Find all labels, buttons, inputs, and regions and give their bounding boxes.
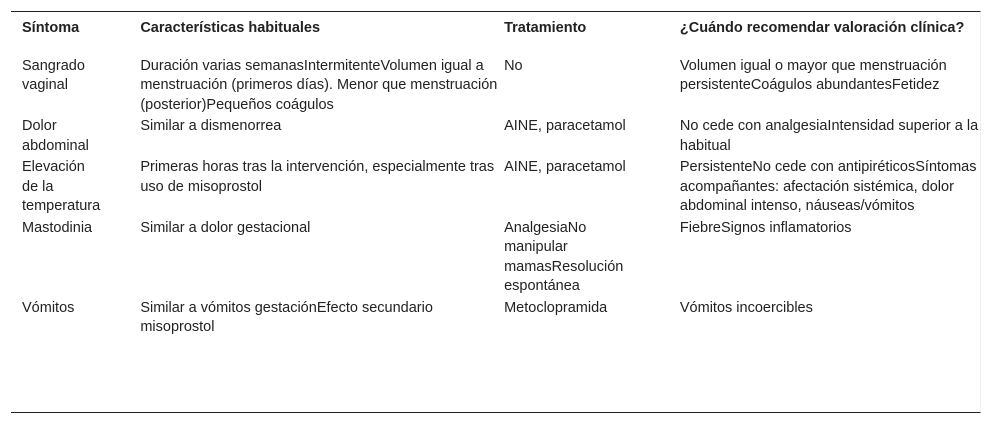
cell-symptom: Mastodinia: [22, 219, 93, 236]
cell-treatment: No: [504, 57, 523, 74]
cell-symptom: Dolor abdominal: [22, 118, 89, 154]
cell-symptom: Sangrado vaginal: [22, 57, 85, 93]
cell-treatment: AINE, paracetamol: [504, 118, 626, 134]
cell-when-consult: Vómitos incoercibles: [679, 299, 813, 316]
table-row: [11, 297, 980, 338]
table-row: [11, 156, 980, 217]
cell-characteristics: Primeras horas tras la intervención, especialmente tras uso de misoprostol: [140, 159, 495, 195]
cell-treatment: AINE, paracetamol: [504, 159, 626, 175]
symptom-table: [11, 12, 980, 338]
table-row: [11, 115, 980, 156]
cell-treatment: AnalgesiaNo manipular mamasResolución espontánea: [504, 219, 624, 294]
header-symptom: Síntoma: [22, 20, 80, 36]
header-row: [11, 12, 980, 55]
cell-symptom: Vómitos: [22, 299, 75, 316]
cell-symptom: Elevación de la temperatura: [22, 159, 101, 214]
cell-when-consult: No cede con analgesiaIntensidad superior a la habitual: [679, 118, 979, 154]
symptom-table-container: [11, 11, 981, 413]
header-characteristics: Características habituales: [140, 20, 321, 36]
table-row: [11, 217, 980, 297]
cell-characteristics: Duración varias semanasIntermitenteVolumen igual a menstruación (primeros días). Menor que menstruación (posterior)Pequeños coágulos: [140, 57, 498, 113]
cell-when-consult: Volumen igual o mayor que menstruación persistenteCoágulos abundantesFetidez: [679, 57, 947, 93]
table-row: [11, 55, 980, 116]
cell-when-consult: FiebreSignos inflamatorios: [679, 219, 852, 236]
cell-when-consult: PersistenteNo cede con antipiréticosSíntomas acompañantes: afectación sistémica, dolor abdominal intenso, náuseas/vómitos: [679, 159, 977, 214]
header-treatment: Tratamiento: [504, 20, 587, 36]
cell-treatment: Metoclopramida: [504, 299, 608, 316]
header-when-consult: ¿Cuándo recomendar valoración clínica?: [679, 20, 965, 36]
cell-characteristics: Similar a dolor gestacional: [140, 219, 311, 236]
cell-characteristics: Similar a dismenorrea: [140, 118, 282, 134]
cell-characteristics: Similar a vómitos gestaciónEfecto secundario misoprostol: [140, 299, 433, 335]
